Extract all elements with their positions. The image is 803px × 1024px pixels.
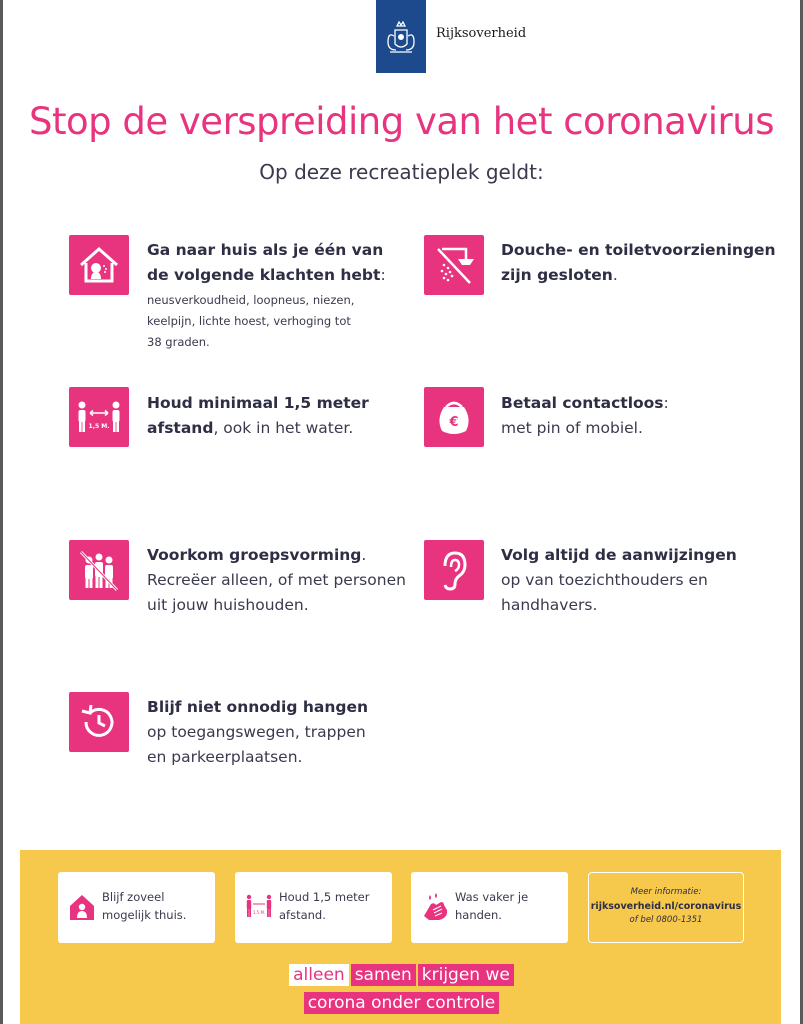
distance-icon [69, 387, 129, 447]
info-phone: of bel 0800-1351 [629, 915, 703, 925]
rule-groups-line2: Recreëer alleen, of met personen [147, 571, 406, 589]
card-stay-home [58, 872, 215, 943]
slogan-word-krijgen-we: krijgen we [418, 964, 514, 986]
distance-label: 1,5 M. [88, 423, 110, 430]
rule-follow-text [501, 543, 737, 618]
rijksoverheid-logo [376, 0, 426, 73]
card-stay-home-line2: mogelijk thuis. [102, 908, 187, 922]
contactless-pay-icon [424, 387, 484, 447]
slogan-line1 [0, 964, 803, 986]
page-subtitle: Op deze recreatieplek geldt: [259, 160, 544, 184]
info-url-link[interactable]: rijksoverheid.nl/coronavirus [590, 901, 742, 912]
slogan-word-samen: samen [351, 964, 416, 986]
card-stay-home-line1: Blijf zoveel [102, 890, 165, 904]
info-label: Meer informatie: [630, 887, 702, 897]
card-distance-line2: afstand. [279, 908, 326, 922]
rule-distance-text [147, 391, 369, 441]
rule-follow-line1: Volg altijd de aanwijzingen [501, 546, 737, 564]
rule-home-text [147, 238, 386, 288]
rule-distance-rest: , ook in het water. [213, 419, 354, 437]
symptoms-line: neusverkoudheid, loopneus, niezen, [147, 293, 355, 307]
page-border-left [0, 0, 3, 1024]
rule-shower-line2: zijn gesloten [501, 266, 613, 284]
shower-closed-icon [424, 235, 484, 295]
slogan-line2 [0, 992, 803, 1014]
page-title: Stop de verspreiding van het coronavirus [29, 100, 774, 143]
rule-groups-period: . [361, 546, 367, 564]
symptoms-line: keelpijn, lichte hoest, verhoging tot [147, 314, 351, 328]
rule-home-colon: : [380, 266, 386, 284]
wash-hands-icon [421, 892, 449, 922]
coat-of-arms-icon [376, 0, 426, 73]
card-wash-hands [411, 872, 568, 943]
svg-text:€: € [449, 415, 459, 430]
rule-home-symptoms [147, 290, 354, 353]
card-distance [235, 872, 392, 943]
rule-groups-line1: Voorkom groepsvorming [147, 546, 362, 564]
card-wash-line1: Was vaker je [455, 890, 529, 904]
rule-shower-period: . [612, 266, 618, 284]
rule-shower-line1: Douche- en toiletvoorzieningen [501, 241, 776, 259]
rule-pay-text [501, 391, 669, 441]
info-box [588, 872, 744, 943]
rule-pay-colon: : [663, 394, 669, 412]
rule-loiter-line2: op toegangswegen, trappen [147, 723, 366, 741]
rule-loiter-line1: Blijf niet onnodig hangen [147, 698, 368, 716]
rule-home-line1: Ga naar huis als je één van [147, 241, 384, 259]
ear-icon [424, 540, 484, 600]
rule-distance-line1: Houd minimaal 1,5 meter [147, 394, 369, 412]
home-icon [68, 892, 96, 922]
symptoms-line: 38 graden. [147, 335, 210, 349]
rule-shower-text [501, 238, 776, 288]
brand-name: Rijksoverheid [436, 26, 527, 41]
slogan-word-alleen: alleen [289, 964, 349, 986]
rule-groups-text [147, 543, 406, 618]
card-distance-line1: Houd 1,5 meter [279, 890, 370, 904]
rule-groups-line3: uit jouw huishouden. [147, 596, 309, 614]
rule-loiter-line3: en parkeerplaatsen. [147, 748, 303, 766]
rule-pay-line2: met pin of mobiel. [501, 419, 643, 437]
distance-small-label: 1,5 M. [252, 910, 266, 915]
home-sick-icon [69, 235, 129, 295]
slogan-word-corona: corona onder controle [304, 992, 500, 1014]
rule-pay-line1: Betaal contactloos [501, 394, 664, 412]
rule-loiter-text [147, 695, 368, 770]
no-loitering-icon [69, 692, 129, 752]
distance-small-icon [245, 892, 273, 922]
card-wash-line2: handen. [455, 908, 502, 922]
rule-follow-line3: handhavers. [501, 596, 598, 614]
rule-distance-line2: afstand [147, 419, 214, 437]
no-groups-icon [69, 540, 129, 600]
rule-home-line2: de volgende klachten hebt [147, 266, 381, 284]
rule-follow-line2: op van toezichthouders en [501, 571, 708, 589]
